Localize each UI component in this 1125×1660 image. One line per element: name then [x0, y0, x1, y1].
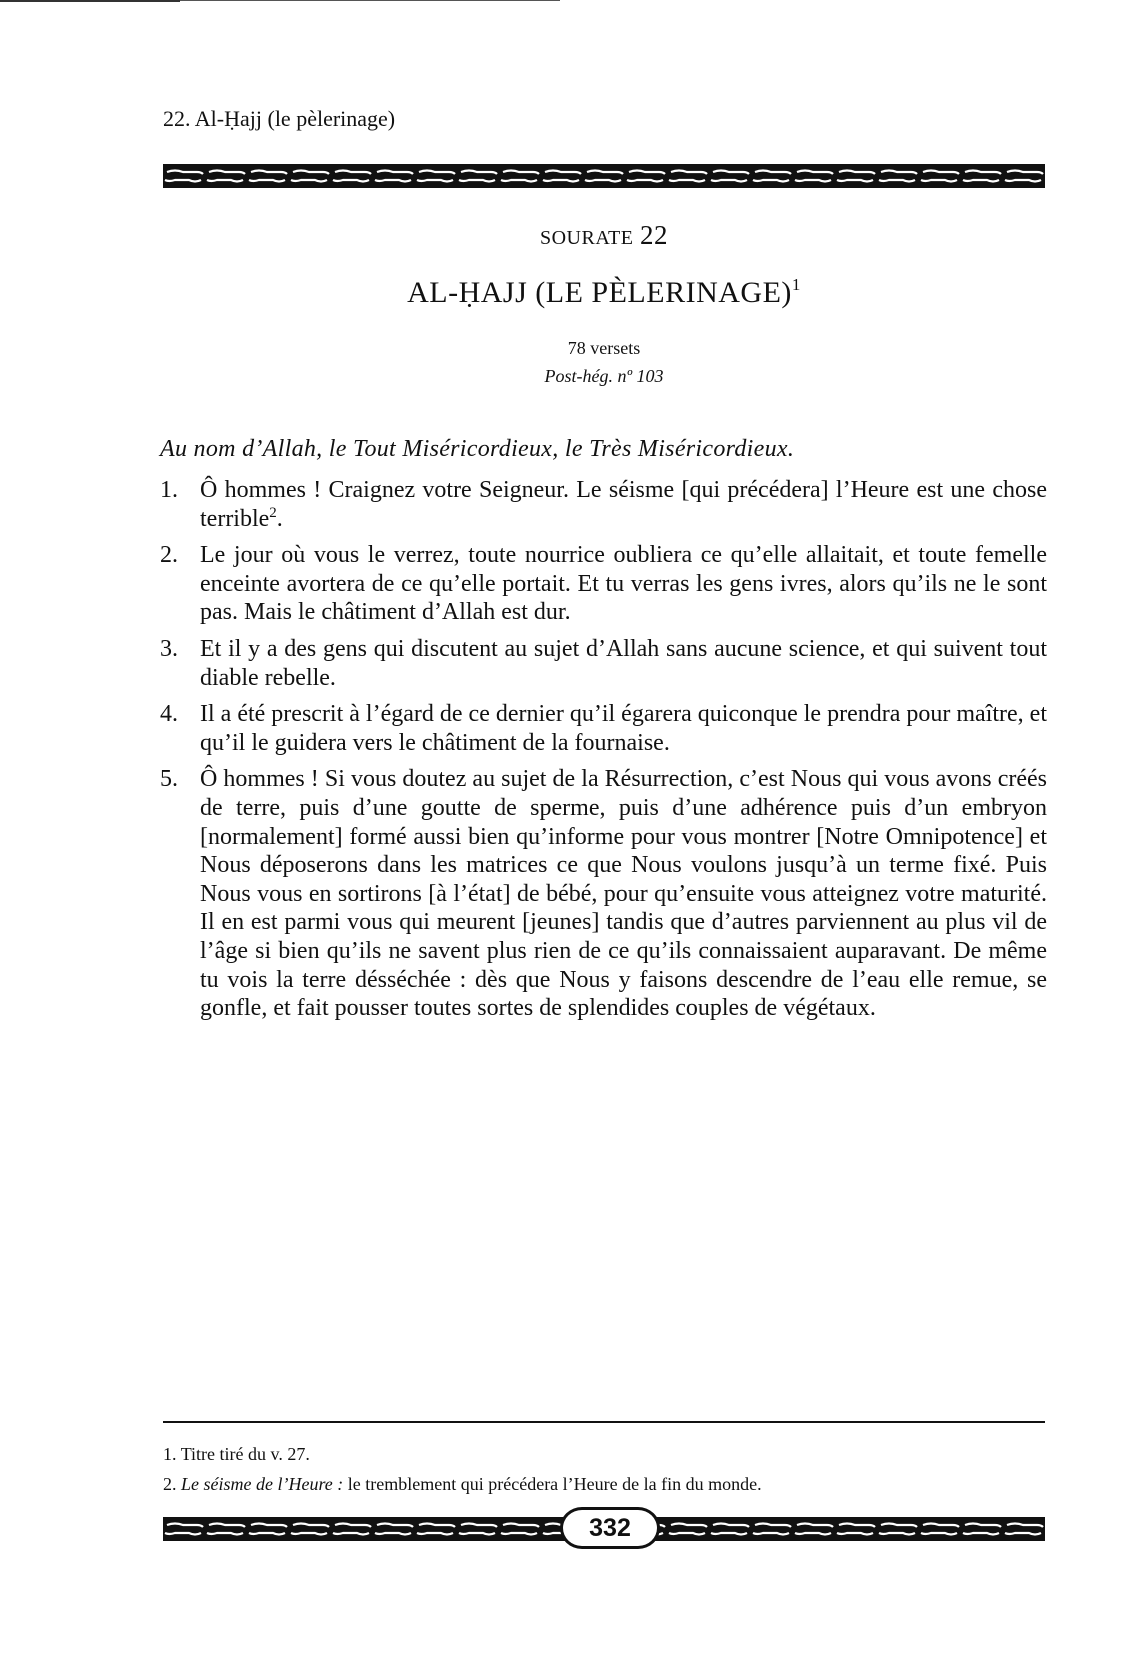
- footnote-text: le tremblement qui précédera l’Heure de la fin du monde.: [347, 1474, 762, 1494]
- footnote-number: 2.: [163, 1474, 177, 1494]
- verse-tail: .: [276, 505, 283, 532]
- sourate-number: 22: [640, 220, 668, 250]
- verse-number: 2.: [160, 542, 178, 569]
- verse-item: [160, 541, 1047, 627]
- footnote-text: Titre tiré du v. 27.: [180, 1444, 310, 1464]
- footnote-ref: 2: [269, 504, 277, 521]
- verse-item: [160, 700, 1047, 757]
- sourate-word: SOURATE: [539, 227, 634, 249]
- sourate-title-text: AL-ḤAJJ (LE PÈLERINAGE): [407, 276, 792, 309]
- page-number: 332: [560, 1507, 660, 1549]
- verse-item: [160, 476, 1047, 533]
- verse-text: Le jour où vous le verrez, toute nourrice oubliera ce qu’elle allaitait, et toute femelle enceinte avortera de ce qu’elle portait. Et tu verras les gens ivres, alors qu’ils ne le sont pas. Mais le châtiment d’Allah est dur.: [200, 542, 1047, 626]
- verse-text: Ô hommes ! Si vous doutez au sujet de la Résurrection, c’est Nous qui vous avons créés de terre, puis d’une goutte de sperme, puis d’une adhérence puis d’un embryon [normalement] formé aussi bien qu’informe pour vous montrer [Notre Omnipotence] et Nous déposerons dans les matrices ce que Nous voulons jusqu’à un terme fixé. Puis Nous vous en sortirons [à l’état] de bébé, pour qu’ensuite vous atteignez votre maturité. Il en est parmi vous qui meurent [jeunes] tandis que d’autres parviennent au plus vil de l’âge si bien qu’ils ne savent plus rien de ce qu’ils connaissaient auparavant. De même tu vois la terre désséchée : dès que Nous y faisons descendre de l’eau elle remue, se gonfle, et fait pousser toutes sortes de splendides couples de végétaux.: [200, 766, 1047, 1022]
- verse-text: Ô hommes ! Craignez votre Seigneur. Le séisme [qui précédera] l’Heure est une chose terrible: [200, 477, 1047, 532]
- scan-edge-line-thick: [0, 0, 180, 2]
- verse-item: [160, 765, 1047, 1022]
- footnote-1: [163, 1444, 310, 1465]
- basmala: Au nom d’Allah, le Tout Miséricordieux, le Très Miséricordieux.: [160, 436, 795, 462]
- verse-count: 78 versets: [567, 338, 641, 358]
- verse-text: Il a été prescrit à l’égard de ce dernier qu’il égarera quiconque le prendra pour maître, et qu’il le guidera vers le châtiment de la fournaise.: [200, 701, 1047, 756]
- sourate-label: [163, 220, 1045, 251]
- footnote-number: 1.: [163, 1444, 177, 1464]
- verse-number: 4.: [160, 701, 178, 728]
- verse-list: [160, 476, 1047, 1031]
- verse-number: 3.: [160, 635, 178, 662]
- verse-number: 5.: [160, 766, 178, 793]
- revelation-period: Post-hég. nº 103: [544, 366, 664, 386]
- verse-number: 1.: [160, 477, 178, 503]
- footnote-separator: [163, 1421, 1045, 1423]
- running-head: 22. Al-Ḥajj (le pèlerinage): [163, 106, 396, 131]
- ornamental-border-top: [163, 164, 1045, 188]
- footnote-2: [163, 1474, 762, 1495]
- footnote-ref: 1: [791, 275, 801, 294]
- verse-text: Et il y a des gens qui discutent au sujet d’Allah sans aucune science, et qui suivent tout diable rebelle.: [200, 635, 1047, 691]
- verse-item: [160, 635, 1047, 692]
- sourate-title: [163, 275, 1045, 310]
- ornament-pattern-icon: [163, 164, 1045, 188]
- footnote-term: Le séisme de l’Heure :: [181, 1474, 344, 1494]
